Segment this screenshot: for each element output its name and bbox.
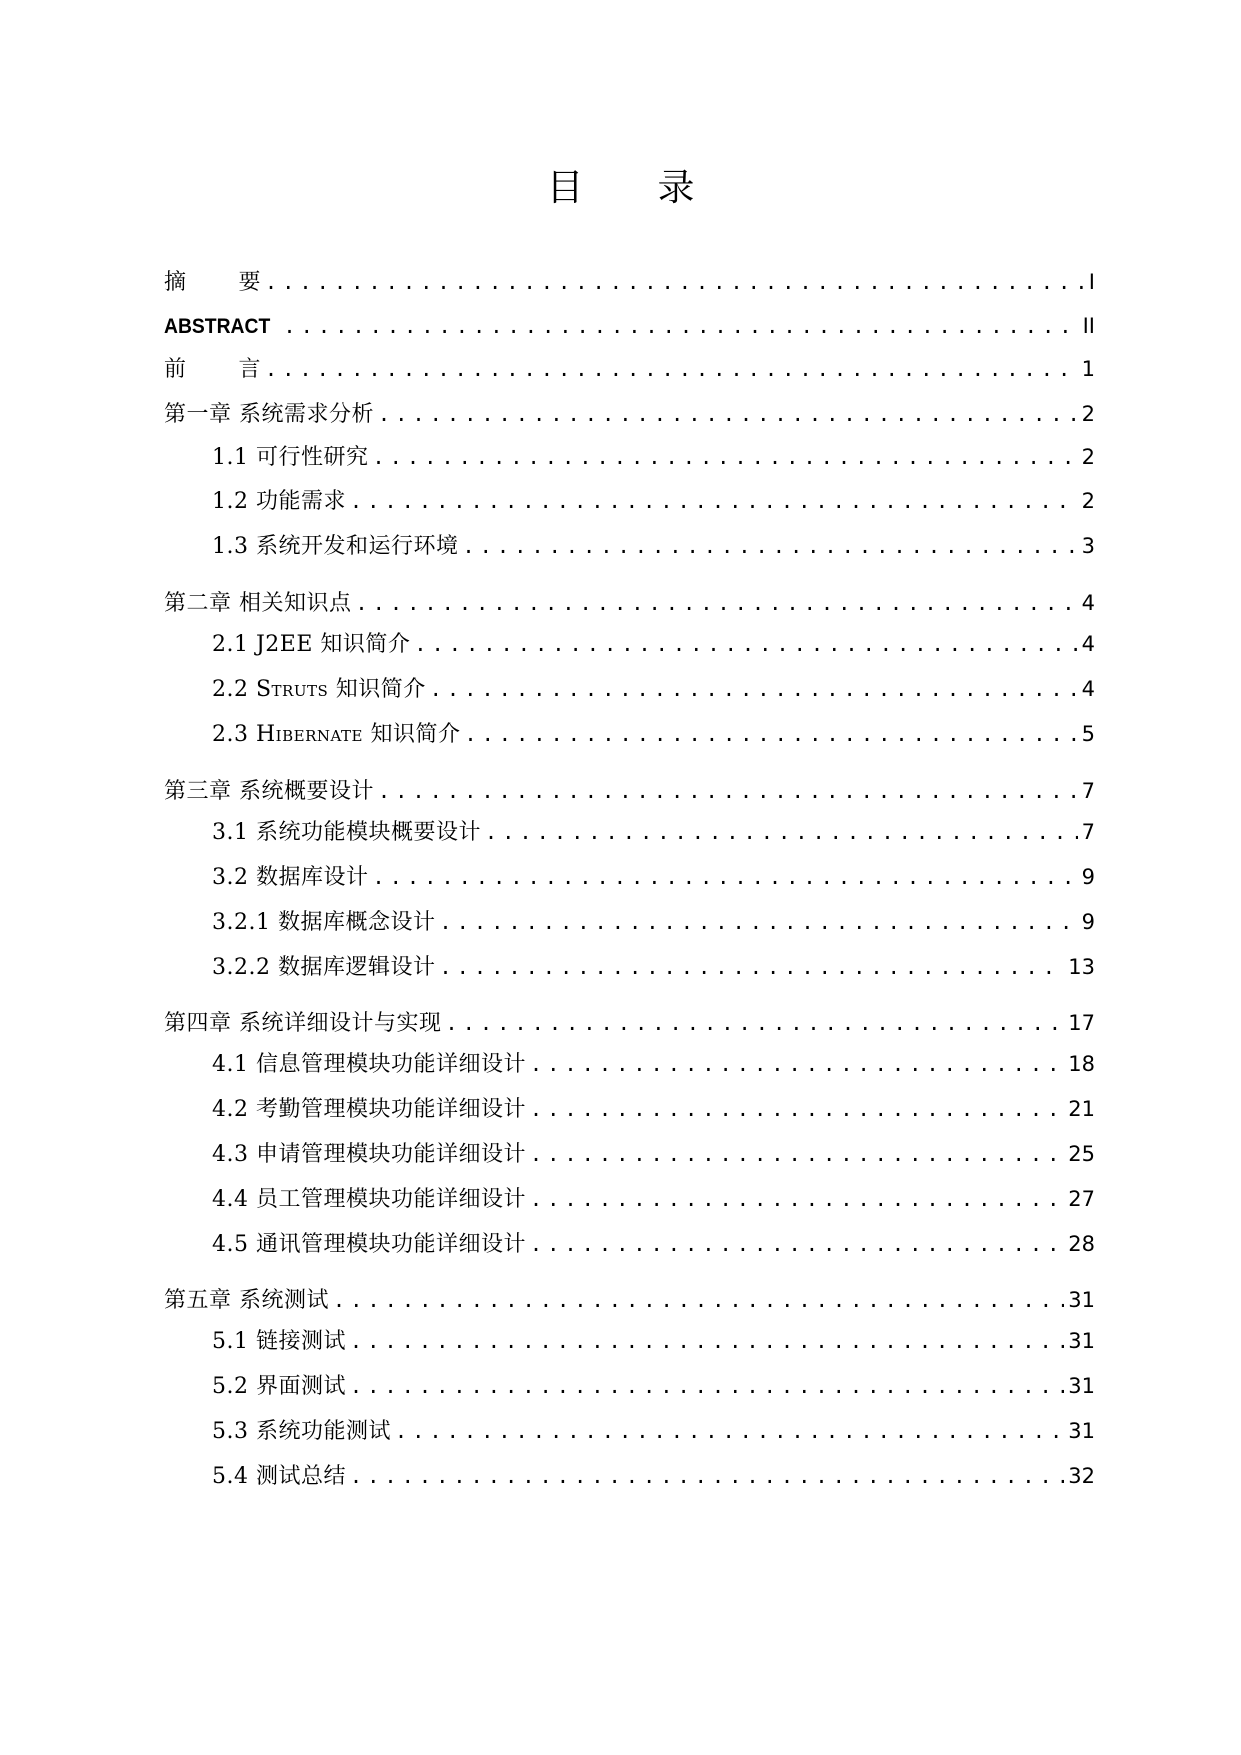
toc-entry-section-1-2[interactable] <box>212 484 1095 518</box>
toc-entry-label: 第三章 系统概要设计 <box>164 779 374 804</box>
toc-entry-label: 5.3 系统功能测试 <box>212 1419 391 1444</box>
toc-page-number: 7 <box>1081 820 1095 844</box>
dot-leader <box>395 1414 1064 1448</box>
toc-entry-label: 2.1 J2EE 知识简介 <box>212 632 411 657</box>
toc-entry-label: 4.4 员工管理模块功能详细设计 <box>212 1187 526 1212</box>
toc-entry-section-2-3[interactable] <box>212 717 1095 751</box>
toc-page-number: 4 <box>1081 677 1095 701</box>
dot-leader <box>378 774 1078 808</box>
toc-page-number: 21 <box>1068 1097 1095 1121</box>
toc-entry-chapter-1[interactable] <box>164 397 1095 431</box>
toc-entry-label: 1.1 可行性研究 <box>212 445 369 470</box>
toc-page-number: 2 <box>1081 402 1095 426</box>
title-char-1: 目 <box>546 166 584 209</box>
toc-page-number: 28 <box>1068 1232 1095 1256</box>
dot-leader <box>439 905 1077 939</box>
dot-leader <box>372 440 1077 474</box>
toc-entry-label: 2.2 Struts 知识简介 <box>212 677 426 702</box>
toc-entry-abstract-cn[interactable] <box>164 265 1095 299</box>
dot-leader <box>485 815 1078 849</box>
dot-leader <box>265 265 1085 299</box>
toc-entry-label: 第四章 系统详细设计与实现 <box>164 1011 442 1036</box>
dot-leader <box>530 1137 1064 1171</box>
toc-page-number: 17 <box>1068 1011 1095 1035</box>
dot-leader <box>350 1459 1064 1493</box>
toc-entry-label: 2.3 Hibernate 知识简介 <box>212 722 461 747</box>
dot-leader <box>356 586 1078 620</box>
toc-entry-section-4-3[interactable] <box>212 1137 1095 1171</box>
toc-entry-section-3-2-1[interactable] <box>212 905 1095 939</box>
toc-entry-label: 第一章 系统需求分析 <box>164 402 374 427</box>
toc-entry-abstract-en[interactable] <box>164 309 1095 343</box>
toc-entry-label: 第五章 系统测试 <box>164 1288 329 1313</box>
toc-page-number: 32 <box>1068 1464 1095 1488</box>
dot-leader <box>464 717 1077 751</box>
dot-leader <box>378 397 1078 431</box>
toc-page-number: 2 <box>1081 445 1095 469</box>
dot-leader <box>439 950 1064 984</box>
toc-page-number: 4 <box>1081 591 1095 615</box>
toc-entry-chapter-3[interactable] <box>164 774 1095 808</box>
toc-entry-label-char-2: 要 <box>238 270 262 295</box>
toc-page-number: I <box>1088 270 1095 294</box>
toc-page-number: 13 <box>1068 955 1095 979</box>
toc-entry-section-5-4[interactable] <box>212 1459 1095 1493</box>
toc-entry-label: 1.2 功能需求 <box>212 489 346 514</box>
toc-entry-label: 3.2 数据库设计 <box>212 865 369 890</box>
dot-leader <box>530 1227 1064 1261</box>
dot-leader <box>350 1369 1064 1403</box>
dot-leader <box>530 1182 1064 1216</box>
dot-leader <box>530 1092 1064 1126</box>
toc-entry-section-5-1[interactable] <box>212 1324 1095 1358</box>
toc-page-number: 31 <box>1068 1288 1095 1312</box>
dot-leader <box>333 1283 1064 1317</box>
toc-page-number: 1 <box>1081 357 1095 381</box>
toc-entry-label: 4.5 通讯管理模块功能详细设计 <box>212 1232 526 1257</box>
toc-entry-label: 4.1 信息管理模块功能详细设计 <box>212 1052 526 1077</box>
toc-entry-label: 1.3 系统开发和运行环境 <box>212 534 459 559</box>
toc-entry-label: 4.2 考勤管理模块功能详细设计 <box>212 1097 526 1122</box>
dot-leader <box>284 309 1079 343</box>
toc-entry-preface[interactable] <box>164 352 1095 386</box>
toc-entry-chapter-2[interactable] <box>164 586 1095 620</box>
toc-page-number: 9 <box>1081 910 1095 934</box>
toc-page-number: 25 <box>1068 1142 1095 1166</box>
dot-leader <box>372 860 1077 894</box>
toc-entry-label: 5.2 界面测试 <box>212 1374 346 1399</box>
toc-entry-section-2-1[interactable] <box>212 627 1095 661</box>
dot-leader <box>350 1324 1064 1358</box>
toc-page-number: 7 <box>1081 779 1095 803</box>
toc-page-number: II <box>1082 314 1095 338</box>
dot-leader <box>265 352 1078 386</box>
toc-entry-section-5-3[interactable] <box>212 1414 1095 1448</box>
toc-entry-label: 第二章 相关知识点 <box>164 591 352 616</box>
dot-leader <box>462 529 1077 563</box>
toc-page-number: 18 <box>1068 1052 1095 1076</box>
toc-page-number: 31 <box>1068 1374 1095 1398</box>
toc-entry-label-char-1: 摘 <box>164 270 187 295</box>
toc-entry-label: 5.1 链接测试 <box>212 1329 346 1354</box>
toc-entry-section-3-2[interactable] <box>212 860 1095 894</box>
toc-entry-section-4-5[interactable] <box>212 1227 1095 1261</box>
toc-page-number: 5 <box>1081 722 1095 746</box>
toc-entry-section-4-4[interactable] <box>212 1182 1095 1216</box>
toc-entry-section-4-2[interactable] <box>212 1092 1095 1126</box>
toc-entry-label: 3.1 系统功能模块概要设计 <box>212 820 481 845</box>
dot-leader <box>530 1047 1064 1081</box>
toc-entry-label: 4.3 申请管理模块功能详细设计 <box>212 1142 526 1167</box>
toc-page-number: 4 <box>1081 632 1095 656</box>
toc-entry-label: 5.4 测试总结 <box>212 1464 346 1489</box>
dot-leader <box>430 672 1078 706</box>
dot-leader <box>414 627 1077 661</box>
toc-entry-label-char-2: 言 <box>238 357 262 382</box>
dot-leader <box>446 1006 1065 1040</box>
toc-entry-label: 3.2.1 数据库概念设计 <box>212 910 436 935</box>
toc-page-number: 27 <box>1068 1187 1095 1211</box>
toc-page-number: 31 <box>1068 1329 1095 1353</box>
toc-entry-label <box>164 353 261 387</box>
toc-entry-label: ABSTRACT <box>164 315 271 338</box>
toc-entry-label <box>164 266 261 300</box>
toc-page-number: 2 <box>1081 489 1095 513</box>
toc-entry-section-2-2[interactable] <box>212 672 1095 706</box>
dot-leader <box>350 484 1078 518</box>
toc-entry-section-5-2[interactable] <box>212 1369 1095 1403</box>
toc-entry-chapter-4[interactable] <box>164 1006 1095 1040</box>
toc-entry-section-4-1[interactable] <box>212 1047 1095 1081</box>
toc-page-number: 3 <box>1081 534 1095 558</box>
toc-page-number: 31 <box>1068 1419 1095 1443</box>
toc-entry-chapter-5[interactable] <box>164 1283 1095 1317</box>
toc-entry-label-char-1: 前 <box>164 357 187 382</box>
toc-entry-section-3-1[interactable] <box>212 815 1095 849</box>
toc-entry-section-3-2-2[interactable] <box>212 950 1095 984</box>
toc-entry-label: 3.2.2 数据库逻辑设计 <box>212 955 436 980</box>
title-char-2: 录 <box>657 166 695 209</box>
toc-page-number: 9 <box>1081 865 1095 889</box>
toc-entry-section-1-3[interactable] <box>212 529 1095 563</box>
toc-entry-section-1-1[interactable] <box>212 440 1095 474</box>
